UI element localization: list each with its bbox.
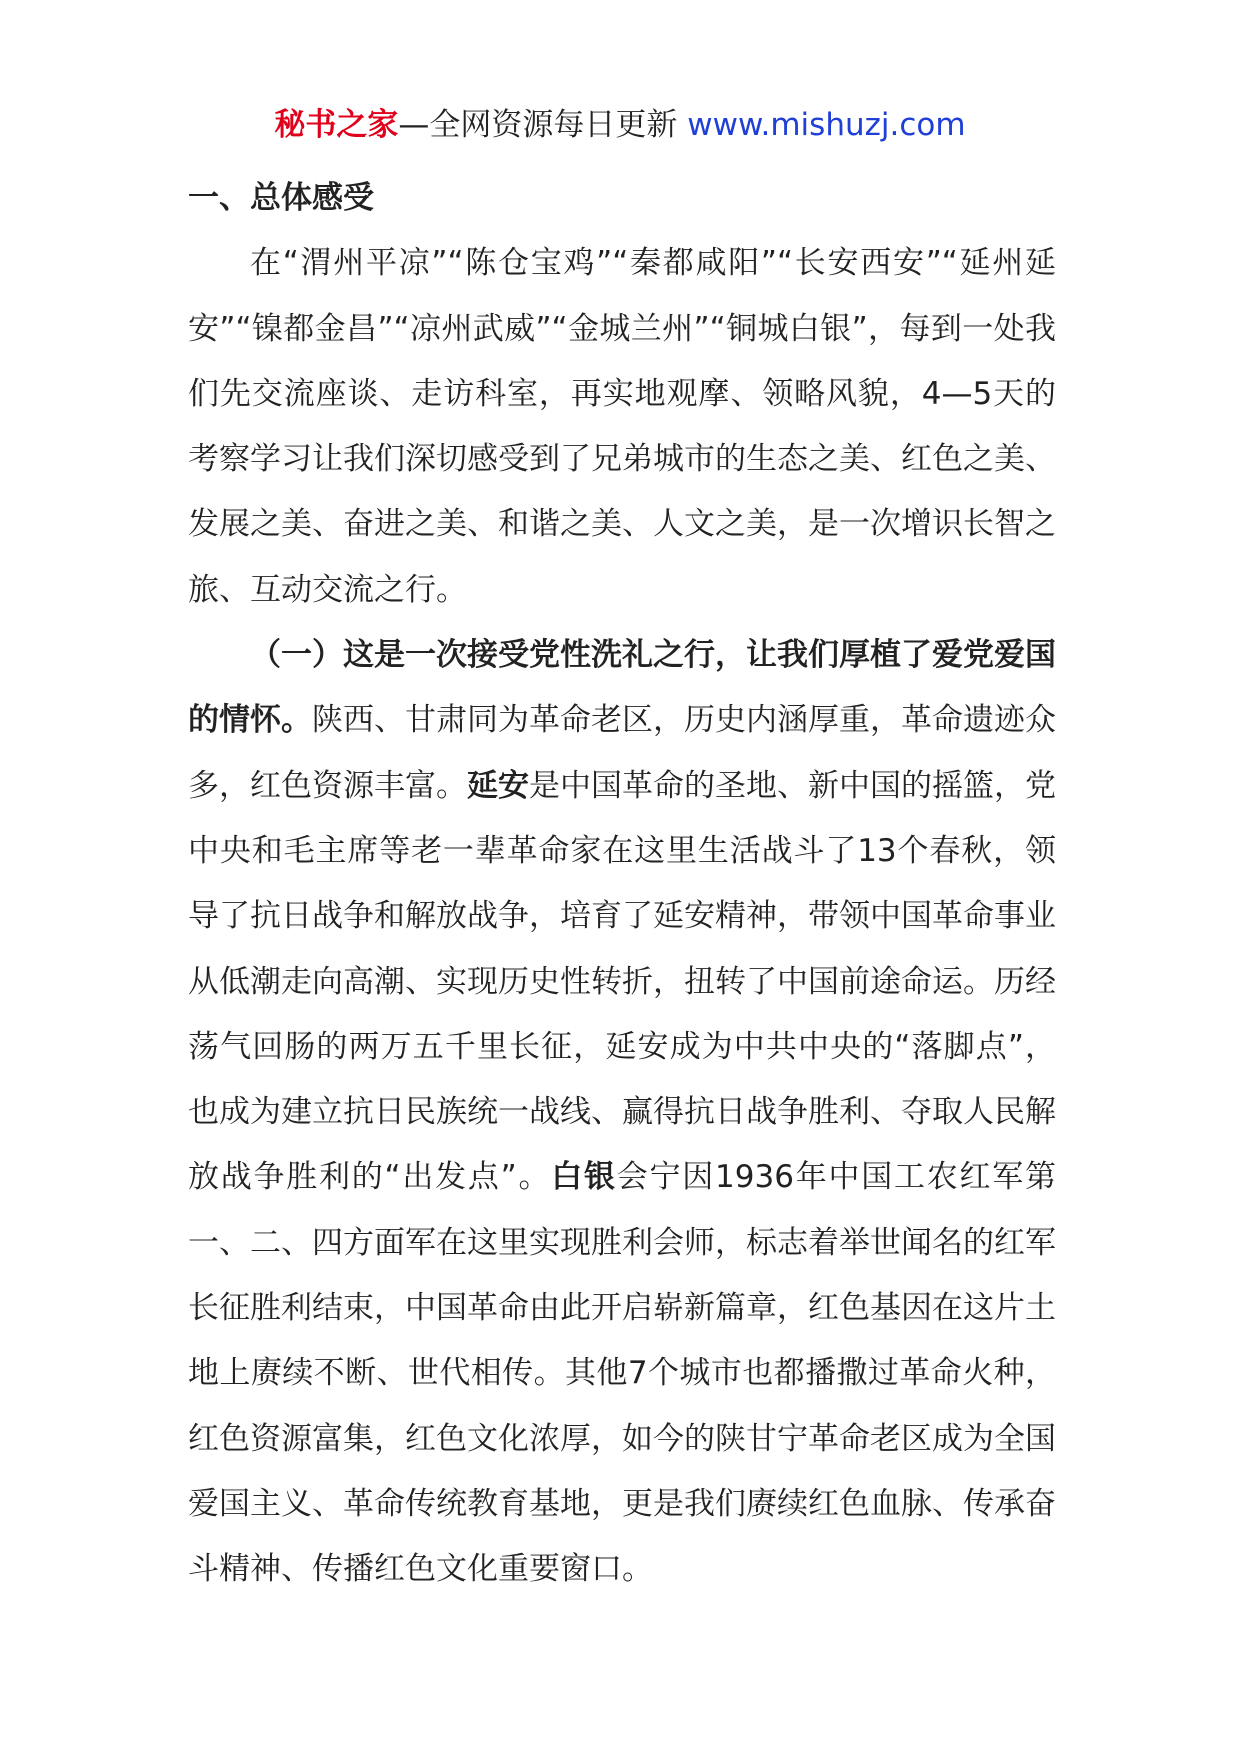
paragraph-party-spirit bbox=[188, 623, 1056, 1602]
document-body bbox=[188, 166, 1056, 1603]
keyword-yanan: 延安 bbox=[467, 767, 529, 804]
website-url: www.mishuzj.com bbox=[687, 107, 966, 143]
keyword-baiyin: 白银 bbox=[551, 1159, 617, 1196]
brand-name: 秘书之家 bbox=[274, 107, 399, 143]
paragraph-overview: 在“渭州平凉”“陈仓宝鸡”“秦都咸阳”“长安西安”“延州延安”“镍都金昌”“凉州武威”“金城兰州”“铜城白银”，每到一处我们先交流座谈、走访科室，再实地观摩、领略风貌，4—5天的考察学习让我们深切感受到了兄弟城市的生态之美、红色之美、发展之美、奋进之美、和谐之美、人文之美，是一次增识长智之旅、互动交流之行。 bbox=[188, 245, 1056, 608]
paragraph-text: 是中国革命的圣地、新中国的摇篮，党中央和毛主席等老一辈革命家在这里生活战斗了13个春秋，领导了抗日战争和解放战争，培育了延安精神，带领中国革命事业从低潮走向高潮、实现历史性转折，扭转了中国前途命运。历经荡气回肠的两万五千里长征，延安成为中共中央的“落脚点”，也成为建立抗日民族统一战线、赢得抗日战争胜利、夺取人民解放战争胜利的“出发点”。 bbox=[188, 767, 1056, 1196]
header-slogan: —全网资源每日更新 bbox=[398, 107, 678, 143]
page-header bbox=[0, 103, 1240, 147]
subsection-heading: （一）这是一次接受党性洗礼之行，让我们厚植了爱党爱国的情怀。 bbox=[188, 637, 1056, 739]
section-heading: 一、总体感受 bbox=[188, 180, 374, 216]
paragraph-text: 陕西、甘肃同为革命老区，历史内涵厚重，革命遗迹众多，红色资源丰富。 bbox=[188, 702, 1056, 804]
paragraph-text: 会宁因1936年中国工农红军第一、二、四方面军在这里实现胜利会师，标志着举世闻名的红军长征胜利结束，中国革命由此开启崭新篇章，红色基因在这片土地上赓续不断、世代相传。其他7个城市也都播撒过革命火种，红色资源富集，红色文化浓厚，如今的陕甘宁革命老区成为全国爱国主义、革命传统教育基地，更是我们赓续红色血脉、传承奋斗精神、传播红色文化重要窗口。 bbox=[188, 1159, 1057, 1588]
